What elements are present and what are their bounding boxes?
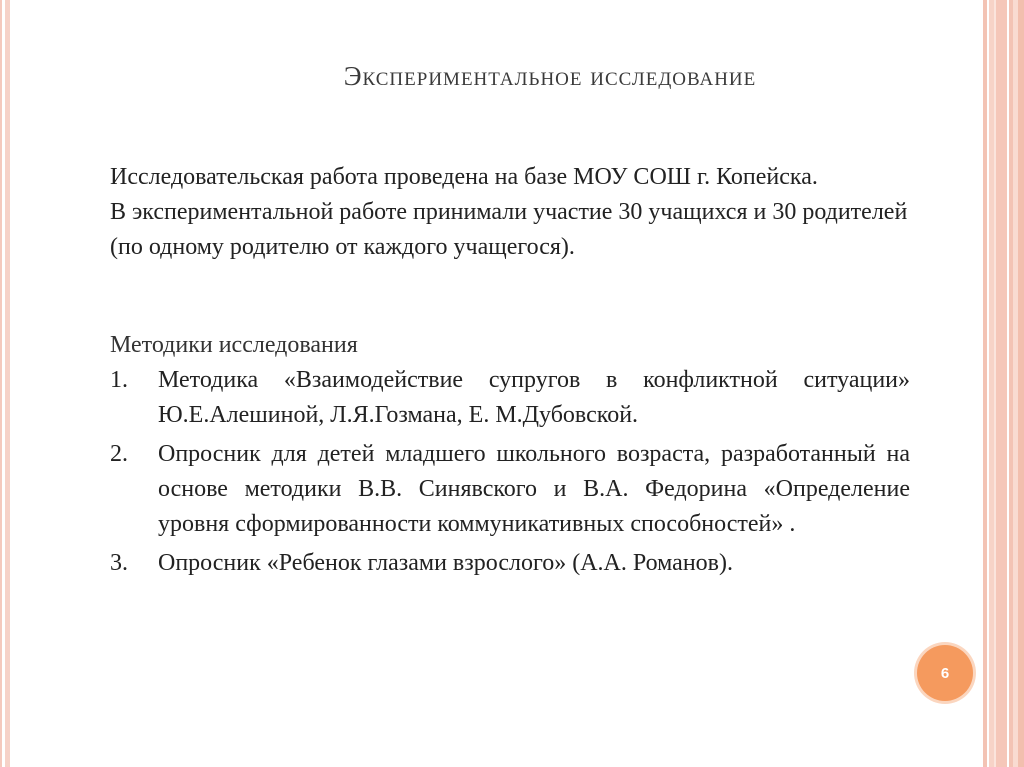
methods-heading: Методики исследования xyxy=(110,332,358,358)
method-number: 2. xyxy=(110,441,128,467)
method-text: Методика «Взаимодействие супругов в конфликтной ситуации» Ю.Е.Алешиной, Л.Я.Гозмана, Е. М.Дубовской. xyxy=(158,367,910,428)
method-item xyxy=(110,437,910,542)
method-text: Опросник для детей младшего школьного возраста, разработанный на основе методики В.В. Синявского и В.А. Федорина «Определение уровня сформированности коммуникативных способностей» . xyxy=(158,441,910,537)
paragraph-research-base: Исследовательская работа проведена на базе МОУ СОШ г. Копейска. xyxy=(110,164,818,190)
method-number: 3. xyxy=(110,550,128,576)
methods-list xyxy=(110,363,910,581)
left-border-decoration xyxy=(0,0,10,767)
paragraph-participants: В экспериментальной работе принимали участие 30 учащихся и 30 родителей (по одному родителю от каждого учащегося). xyxy=(110,199,908,260)
page-number-badge: 6 xyxy=(917,645,973,701)
method-text: Опросник «Ребенок глазами взрослого» (А.А. Романов). xyxy=(158,550,734,576)
right-stripe-decoration xyxy=(980,0,1024,767)
method-item xyxy=(110,363,910,433)
slide-body xyxy=(110,160,910,585)
method-number: 1. xyxy=(110,367,128,393)
slide-title: Экспериментальное исследование xyxy=(343,61,757,91)
method-item xyxy=(110,546,910,581)
